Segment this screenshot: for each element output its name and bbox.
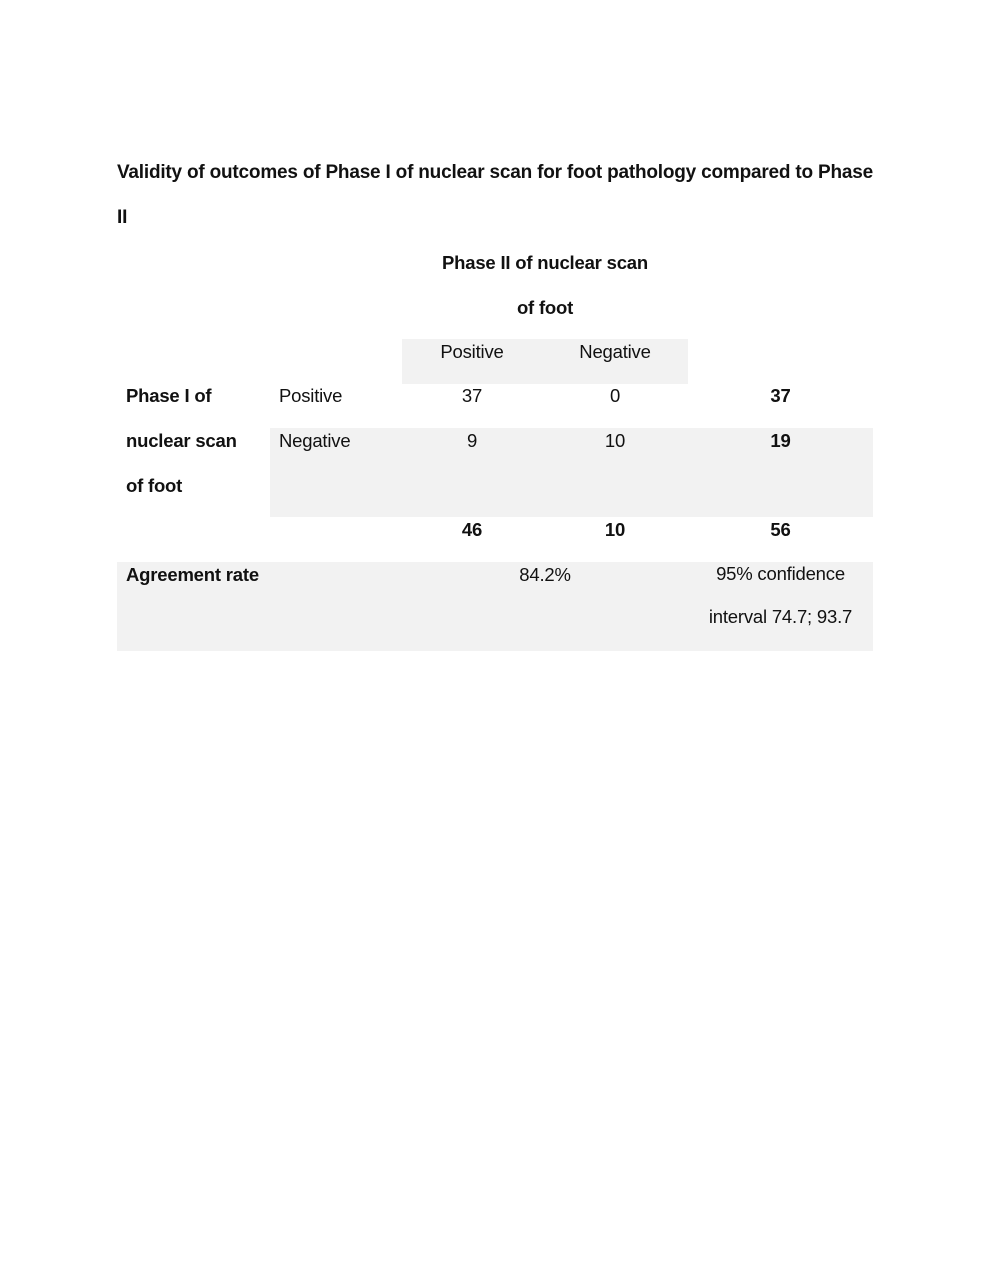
cell-positive-positive: 37 [461,385,483,406]
column-group-header: Phase II of nuclear scan of foot [442,252,648,318]
cell-positive-negative: 0 [609,385,621,406]
agreement-rate-label: Agreement rate [126,564,259,585]
cell-negative-positive: 9 [466,430,478,451]
cell-negative-negative: 10 [604,430,626,451]
column-total-negative: 10 [604,519,626,540]
column-total-positive: 46 [461,519,483,540]
agreement-rate-value: 84.2% [519,564,571,585]
row-total-negative: 19 [770,430,791,451]
grand-total: 56 [770,519,791,540]
row-group-header: Phase I of nuclear scan of foot [126,385,237,496]
column-header-negative: Negative [579,341,651,362]
table-title: Validity of outcomes of Phase I of nuclear scan for foot pathology compared to Phase II [117,162,874,228]
row-total-positive: 37 [770,385,791,406]
row-label-positive: Positive [279,385,343,406]
column-header-positive: Positive [440,341,504,362]
confidence-interval: 95% confidence interval 74.7; 93.7 [708,563,853,627]
row-label-negative: Negative [279,430,351,451]
